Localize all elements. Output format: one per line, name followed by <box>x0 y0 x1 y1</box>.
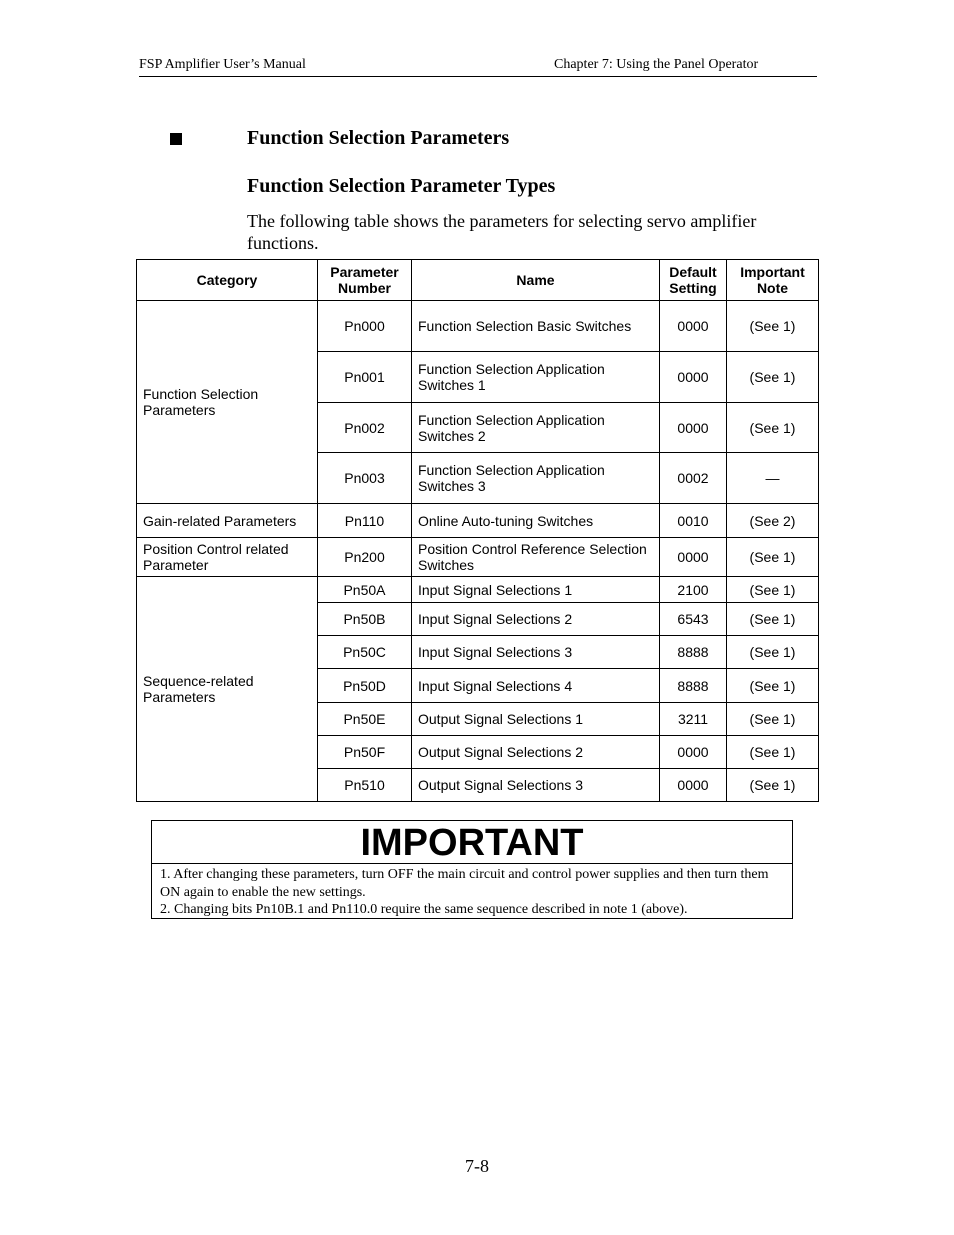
category-cell: Sequence-related Parameters <box>137 577 318 802</box>
parameter-name-cell: Position Control Reference Selection Switches <box>412 538 660 577</box>
parameter-name-cell: Function Selection Application Switches 1 <box>412 352 660 403</box>
table-row <box>137 504 819 538</box>
important-note-cell: (See 1) <box>727 538 819 577</box>
important-note-cell: (See 1) <box>727 403 819 453</box>
table-header-row <box>137 260 819 301</box>
parameter-name-cell: Input Signal Selections 3 <box>412 636 660 669</box>
important-note-2: 2. Changing bits Pn10B.1 and Pn110.0 require the same sequence described in note 1 (above). <box>160 902 688 917</box>
default-setting-cell: 8888 <box>660 636 727 669</box>
parameter-number-cell: Pn200 <box>318 538 412 577</box>
section-title: Function Selection Parameters <box>247 127 510 149</box>
default-setting-cell: 0010 <box>660 504 727 538</box>
parameter-number-cell: Pn50F <box>318 736 412 769</box>
default-setting-cell: 8888 <box>660 669 727 703</box>
parameter-name-cell: Input Signal Selections 4 <box>412 669 660 703</box>
important-title: IMPORTANT <box>152 821 792 864</box>
important-note-cell: (See 1) <box>727 577 819 603</box>
important-note-cell: (See 1) <box>727 703 819 736</box>
default-setting-cell: 6543 <box>660 603 727 636</box>
default-setting-cell: 0000 <box>660 769 727 802</box>
parameter-number-cell: Pn50B <box>318 603 412 636</box>
default-setting-cell: 3211 <box>660 703 727 736</box>
header-important-note: Important Note <box>727 260 819 301</box>
header-default-setting: Default Setting <box>660 260 727 301</box>
default-setting-cell: 0000 <box>660 301 727 352</box>
important-note-cell: — <box>727 453 819 504</box>
intro-paragraph: The following table shows the parameters for selecting servo amplifier functions. <box>247 211 757 253</box>
important-box <box>151 820 793 919</box>
category-cell: Function Selection Parameters <box>137 301 318 504</box>
important-note-cell: (See 2) <box>727 504 819 538</box>
parameter-number-cell: Pn001 <box>318 352 412 403</box>
page-header <box>139 56 817 77</box>
important-note-cell: (See 1) <box>727 603 819 636</box>
important-note-cell: (See 1) <box>727 352 819 403</box>
category-cell: Position Control related Parameter <box>137 538 318 577</box>
default-setting-cell: 0000 <box>660 736 727 769</box>
table-row <box>137 577 819 603</box>
default-setting-cell: 2100 <box>660 577 727 603</box>
default-setting-cell: 0000 <box>660 538 727 577</box>
default-setting-cell: 0000 <box>660 403 727 453</box>
parameter-number-cell: Pn110 <box>318 504 412 538</box>
manual-title: FSP Amplifier User’s Manual <box>139 57 306 72</box>
parameter-name-cell: Function Selection Application Switches 3 <box>412 453 660 504</box>
parameter-name-cell: Input Signal Selections 2 <box>412 603 660 636</box>
header-name: Name <box>412 260 660 301</box>
parameter-name-cell: Function Selection Application Switches 2 <box>412 403 660 453</box>
parameter-name-cell: Output Signal Selections 2 <box>412 736 660 769</box>
important-note-cell: (See 1) <box>727 769 819 802</box>
parameter-number-cell: Pn000 <box>318 301 412 352</box>
page-number: 7-8 <box>465 1156 489 1176</box>
parameter-number-cell: Pn003 <box>318 453 412 504</box>
default-setting-cell: 0000 <box>660 352 727 403</box>
parameter-number-cell: Pn50D <box>318 669 412 703</box>
parameter-name-cell: Output Signal Selections 3 <box>412 769 660 802</box>
table-row <box>137 538 819 577</box>
parameter-name-cell: Online Auto-tuning Switches <box>412 504 660 538</box>
section-subtitle: Function Selection Parameter Types <box>247 175 556 197</box>
category-cell: Gain-related Parameters <box>137 504 318 538</box>
parameter-number-cell: Pn002 <box>318 403 412 453</box>
chapter-title: Chapter 7: Using the Panel Operator <box>554 57 759 72</box>
parameter-number-cell: Pn50A <box>318 577 412 603</box>
important-note-cell: (See 1) <box>727 669 819 703</box>
table-row <box>137 301 819 352</box>
parameter-number-cell: Pn50C <box>318 636 412 669</box>
header-parameter-number: Parameter Number <box>318 260 412 301</box>
important-note-1: 1. After changing these parameters, turn OFF the main circuit and control power supplies and then turn them ON again to enable the new settings. <box>160 867 769 900</box>
square-bullet-icon <box>170 133 182 145</box>
important-note-cell: (See 1) <box>727 736 819 769</box>
parameter-name-cell: Function Selection Basic Switches <box>412 301 660 352</box>
header-category: Category <box>137 260 318 301</box>
default-setting-cell: 0002 <box>660 453 727 504</box>
parameter-number-cell: Pn510 <box>318 769 412 802</box>
parameter-name-cell: Input Signal Selections 1 <box>412 577 660 603</box>
parameter-number-cell: Pn50E <box>318 703 412 736</box>
important-note-cell: (See 1) <box>727 301 819 352</box>
important-note-cell: (See 1) <box>727 636 819 669</box>
parameter-name-cell: Output Signal Selections 1 <box>412 703 660 736</box>
important-notes <box>152 864 792 921</box>
parameters-table <box>136 259 819 802</box>
